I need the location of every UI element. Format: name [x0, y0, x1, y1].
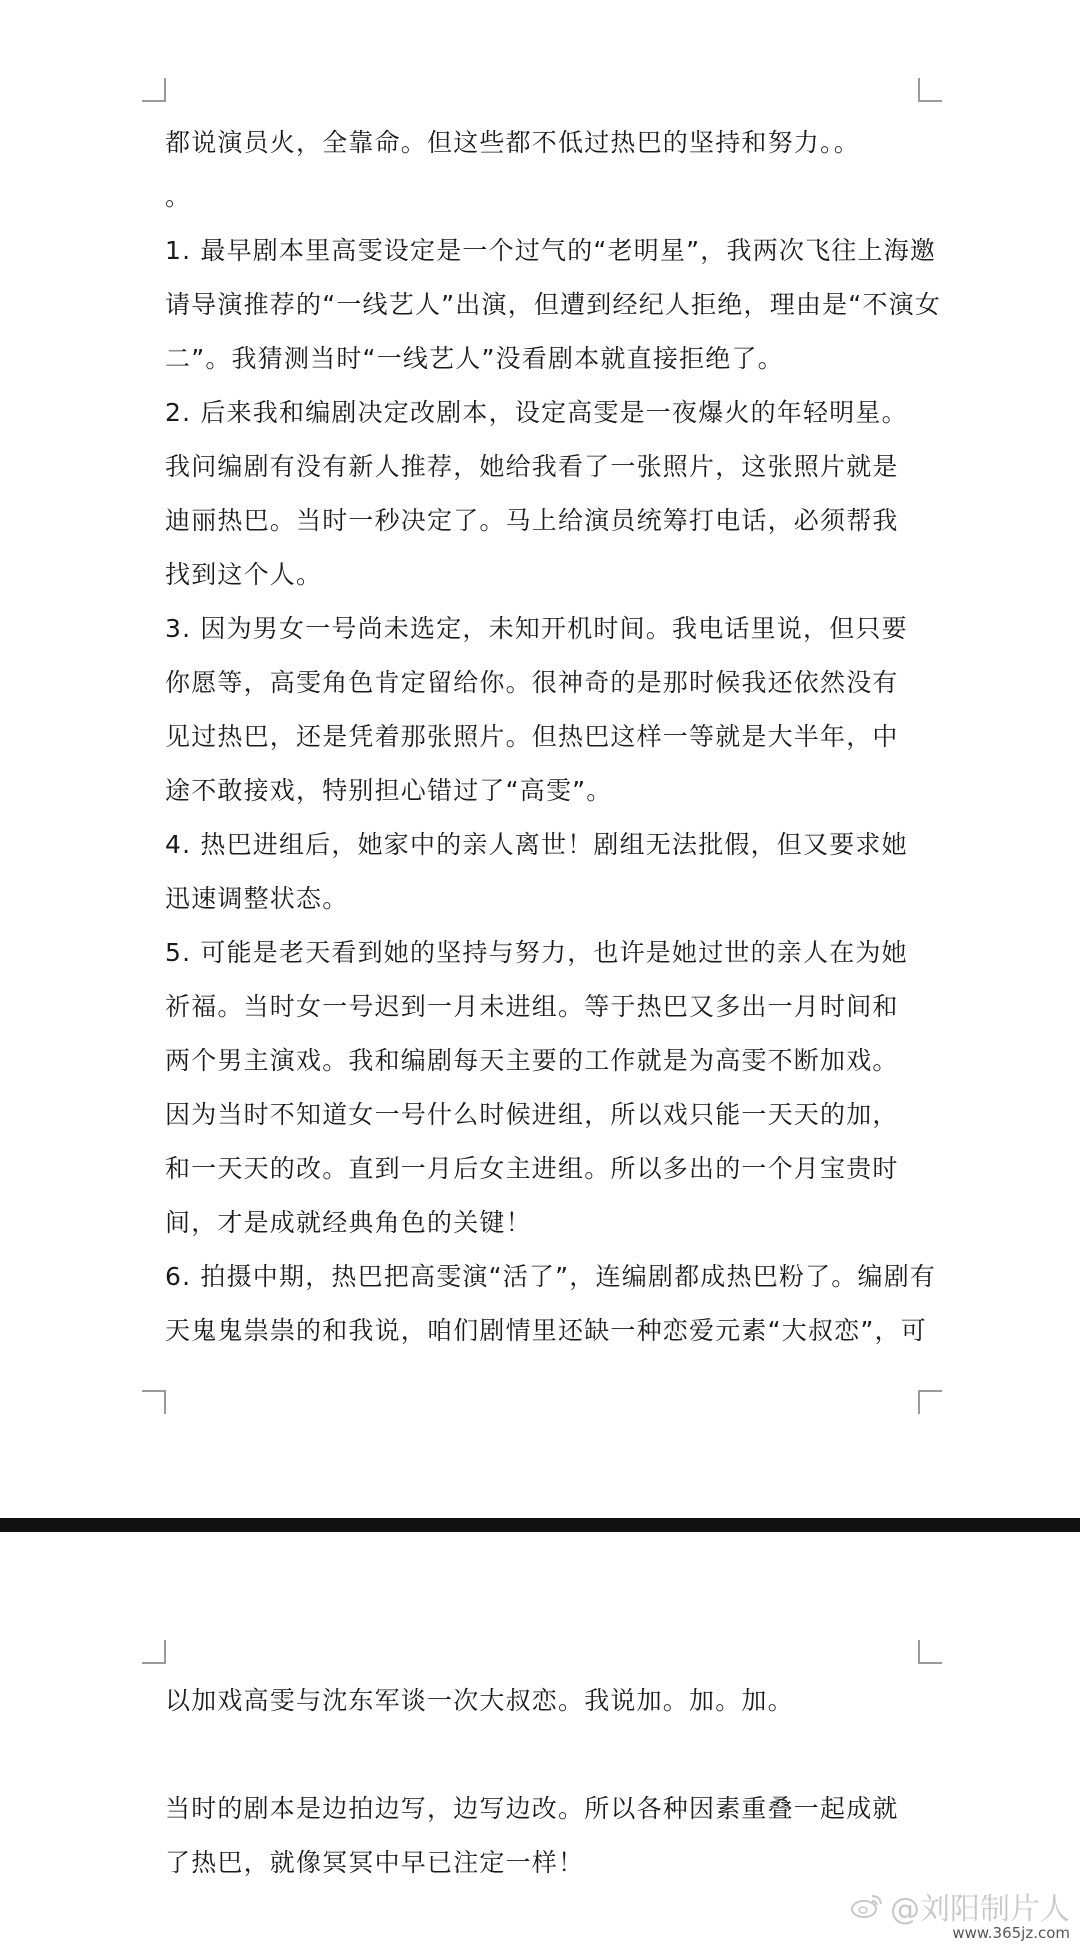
text-line: 见过热巴，还是凭着那张照片。但热巴这样一等就是大半年，中: [165, 722, 899, 751]
text-line: 2. 后来我和编剧决定改剧本，设定高雯是一夜爆火的年轻明星。: [165, 398, 908, 427]
text-line: 二”。我猜测当时“一线艺人”没看剧本就直接拒绝了。: [165, 344, 784, 373]
text-line: 了热巴，就像冥冥中早已注定一样！: [165, 1848, 585, 1877]
text-line: 你愿等，高雯角色肯定留给你。很神奇的是那时候我还依然没有: [165, 668, 899, 697]
corner-mark-bottom-left: [142, 1390, 166, 1414]
weibo-icon: [850, 1892, 884, 1920]
text-line: 天鬼鬼祟祟的和我说，咱们剧情里还缺一种恋爱元素“大叔恋”，可: [165, 1316, 927, 1345]
text-line: 因为当时不知道女一号什么时候进组，所以戏只能一天天的加，: [165, 1100, 899, 1129]
blank-line: [165, 1728, 925, 1782]
text-line: 途不敢接戏，特别担心错过了“高雯”。: [165, 776, 613, 805]
text-line: 都说演员火，全靠命。但这些都不低过热巴的坚持和努力。。: [165, 128, 860, 157]
text-line: 当时的剧本是边拍边写，边写边改。所以各种因素重叠一起成就: [165, 1794, 899, 1823]
corner-mark-top-right: [918, 78, 942, 102]
watermark-site: www.365jz.com: [952, 1924, 1070, 1942]
watermark: [850, 1884, 1070, 1942]
corner-mark-bottom-right: [918, 1390, 942, 1414]
text-line: 6. 拍摄中期，热巴把高雯演“活了”，连编剧都成热巴粉了。编剧有: [165, 1262, 937, 1291]
text-line: 两个男主演戏。我和编剧每天主要的工作就是为高雯不断加戏。: [165, 1046, 899, 1075]
text-line: 和一天天的改。直到一月后女主进组。所以多出的一个月宝贵时: [165, 1154, 899, 1183]
text-line: 找到这个人。: [165, 560, 323, 589]
text-line: 4. 热巴进组后，她家中的亲人离世！剧组无法批假，但又要求她: [165, 830, 908, 859]
corner-mark-top-left: [142, 78, 166, 102]
text-line: 1. 最早剧本里高雯设定是一个过气的“老明星”，我两次飞往上海邀: [165, 236, 937, 265]
text-line: 间，才是成就经典角色的关键！: [165, 1208, 532, 1237]
document-page-2: [0, 1532, 1080, 1948]
text-line: 祈福。当时女一号迟到一月未进组。等于热巴又多出一月时间和: [165, 992, 899, 1021]
page-separator: [0, 1518, 1080, 1532]
text-line: 迪丽热巴。当时一秒决定了。马上给演员统筹打电话，必须帮我: [165, 506, 899, 535]
page-1-text: [165, 116, 942, 1358]
corner-mark-top-left: [142, 1640, 166, 1664]
text-line: 迅速调整状态。: [165, 884, 349, 913]
text-line: 以加戏高雯与沈东军谈一次大叔恋。我说加。加。加。: [165, 1686, 794, 1715]
text-line: 。: [165, 182, 192, 211]
text-line: 请导演推荐的“一线艺人”出演，但遭到经纪人拒绝，理由是“不演女: [165, 290, 942, 319]
page-2-text: [165, 1674, 925, 1890]
watermark-handle: @刘阳制片人: [890, 1892, 1070, 1927]
corner-mark-top-right: [918, 1640, 942, 1664]
text-line: 5. 可能是老天看到她的坚持与努力，也许是她过世的亲人在为她: [165, 938, 908, 967]
text-line: 3. 因为男女一号尚未选定，未知开机时间。我电话里说，但只要: [165, 614, 908, 643]
text-line: 我问编剧有没有新人推荐，她给我看了一张照片，这张照片就是: [165, 452, 899, 481]
